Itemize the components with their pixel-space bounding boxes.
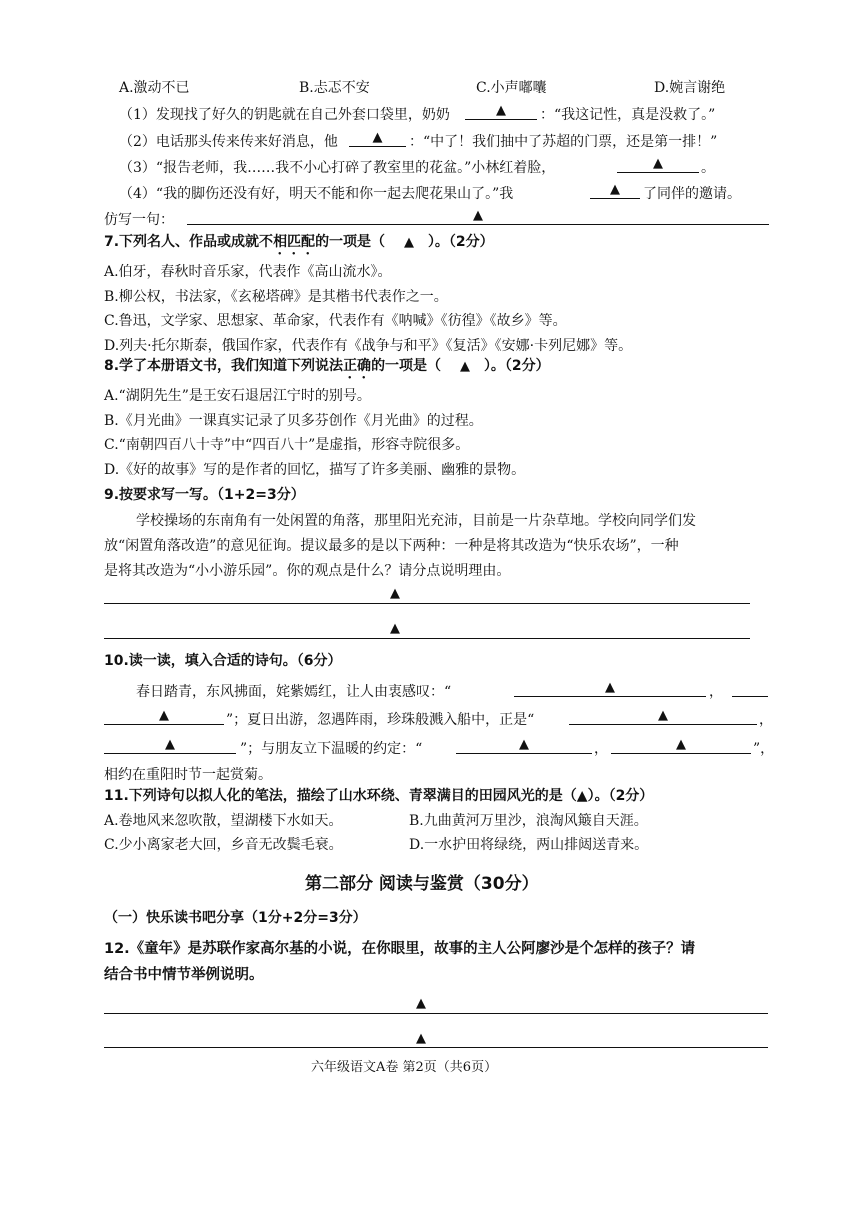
q10-line-4: 相约在重阳时节一起赏菊。 — [104, 767, 272, 783]
q6-item-1-tail: ：“我这记性，真是没救了。” — [540, 107, 716, 123]
q10-blank-2-start[interactable] — [732, 680, 768, 697]
q6-item-3-text: （3）“报告老师，我……我不小心打碎了教室里的花盆。”小林红着脸， — [119, 160, 556, 176]
q11-option-b: B.九曲黄河万里沙，浪淘风簸自天涯。 — [409, 813, 648, 829]
q9-answer-line-1[interactable] — [104, 603, 750, 604]
q10-blank-4[interactable]: ▲ — [104, 737, 236, 754]
q12-answer-line-1[interactable] — [104, 1013, 768, 1014]
q9-answer-mark-1: ▲ — [390, 586, 400, 601]
q6-option-d: D.婉言谢绝 — [654, 80, 726, 96]
q11-stem: 11.下列诗句以拟人化的笔法，描绘了山水环绕、青翠满目的田园风光的是（▲）。（2分） — [104, 788, 654, 804]
q12-stem-line-1: 12.《童年》是苏联作家高尔基的小说，在你眼里，故事的主人公阿廖沙是个怎样的孩子？请 — [104, 941, 696, 957]
page-footer: 六年级语文A卷 第2页（共6页） — [311, 1060, 498, 1075]
q12-stem-line-2: 结合书中情节举例说明。 — [104, 967, 264, 983]
q10-stem: 10.读一读，填入合适的诗句。（6分） — [104, 653, 342, 669]
q6-option-b: B.忐忑不安 — [299, 80, 370, 96]
q10-line-2-comma: ， — [759, 712, 773, 728]
q7-answer-mark[interactable]: ▲ — [403, 235, 414, 250]
q8-option-d: D.《好的故事》写的是作者的回忆，描写了许多美丽、幽雅的景物。 — [104, 462, 526, 478]
q12-answer-mark-1: ▲ — [416, 996, 426, 1011]
imitate-answer-line[interactable]: ▲ — [187, 208, 769, 225]
q9-stem: 9.按要求写一写。（1+2=3分） — [104, 487, 305, 503]
q10-blank-2-end[interactable]: ▲ — [104, 708, 224, 725]
q10-line-2-text: ”；夏日出游，忽遇阵雨，珍珠般溅入船中，正是“ — [226, 712, 535, 728]
q10-line-3-end: ”， — [753, 741, 775, 757]
q6-item-2-blank[interactable]: ▲ — [349, 130, 406, 147]
q7-option-c: C.鲁迅，文学家、思想家、革命家，代表作有《呐喊》《彷徨》《故乡》等。 — [104, 313, 567, 329]
q6-option-c: C.小声嘟囔 — [476, 80, 547, 96]
q9-paragraph-line-1: 学校操场的东南角有一处闲置的角落，那里阳光充沛，目前是一片杂草地。学校向同学们发 — [136, 513, 696, 529]
q8-option-c: C.“南朝四百八十寺”中“四百八十”是虚指，形容寺院很多。 — [104, 437, 470, 453]
q8-option-a: A.“湖阴先生”是王安石退居江宁时的别号。 — [104, 388, 371, 404]
q6-item-2-text: （2）电话那头传来传来好消息，他 — [119, 134, 338, 150]
q12-answer-mark-2: ▲ — [416, 1031, 426, 1046]
q7-option-a: A.伯牙，春秋时音乐家，代表作《高山流水》。 — [104, 264, 392, 280]
q10-blank-1[interactable]: ▲ — [514, 680, 706, 697]
q6-item-4-blank[interactable]: ▲ — [590, 182, 640, 199]
q10-line-3-text: ”；与朋友立下温暖的约定：“ — [240, 741, 423, 757]
imitate-label: 仿写一句： — [104, 212, 174, 228]
q10-blank-3[interactable]: ▲ — [569, 708, 757, 725]
q9-paragraph-line-2: 放“闲置角落改造”的意见征询。提议最多的是以下两种：一种是将其改造为“快乐农场”，一种 — [104, 538, 679, 554]
q8-option-b: B.《月光曲》一课真实记录了贝多芬创作《月光曲》的过程。 — [104, 413, 483, 429]
q11-option-d: D.一水护田将绿绕，两山排闼送青来。 — [409, 837, 649, 853]
q11-option-c: C.少小离家老大回，乡音无改鬓毛衰。 — [104, 837, 343, 853]
q8-answer-mark[interactable]: ▲ — [459, 359, 470, 374]
q8-stem: 8.学了本册语文书，我们知道下列说法正确的一项是（ ▲ ）。（2分） — [104, 358, 550, 374]
q6-item-1-text: （1）发现找了好久的钥匙就在自己外套口袋里，奶奶 — [119, 107, 450, 123]
q10-line-3-comma: ， — [594, 741, 608, 757]
part2-section-heading: （一）快乐读书吧分享（1分+2分=3分） — [104, 910, 367, 926]
q6-item-4-text: （4）“我的脚伤还没有好，明天不能和你一起去爬花果山了。”我 — [119, 186, 514, 202]
q7-option-b: B.柳公权，书法家，《玄秘塔碑》是其楷书代表作之一。 — [104, 289, 448, 305]
q6-item-1-blank[interactable]: ▲ — [465, 103, 537, 120]
q6-item-2-tail: ：“中了！我们抽中了苏超的门票，还是第一排！” — [409, 134, 718, 150]
part2-title: 第二部分 阅读与鉴赏（30分） — [305, 874, 539, 894]
q10-line-1-comma: ， — [709, 684, 723, 700]
q9-answer-line-2[interactable] — [104, 638, 750, 639]
q11-option-a: A.卷地风来忽吹散，望湖楼下水如天。 — [104, 813, 343, 829]
q10-line-1-text: 春日踏青，东风拂面，姹紫嫣红，让人由衷感叹：“ — [136, 684, 452, 700]
q9-paragraph-line-3: 是将其改造为“小小游乐园”。你的观点是什么？请分点说明理由。 — [104, 563, 511, 579]
q6-item-4-tail: 了同伴的邀请。 — [643, 186, 741, 202]
q10-blank-6[interactable]: ▲ — [611, 737, 751, 754]
q9-answer-mark-2: ▲ — [390, 621, 400, 636]
q12-answer-line-2[interactable] — [104, 1047, 768, 1048]
q6-option-a: A.激动不已 — [119, 80, 190, 96]
q6-item-3-tail: 。 — [701, 160, 715, 176]
q7-stem: 7.下列名人、作品或成就不相匹配的一项是（ ▲ ）。（2分） — [104, 234, 494, 250]
q6-item-3-blank[interactable]: ▲ — [617, 156, 699, 173]
q7-option-d: D.列夫·托尔斯泰，俄国作家，代表作有《战争与和平》《复活》《安娜·卡列尼娜》等。 — [104, 338, 633, 354]
q10-blank-5[interactable]: ▲ — [456, 737, 592, 754]
